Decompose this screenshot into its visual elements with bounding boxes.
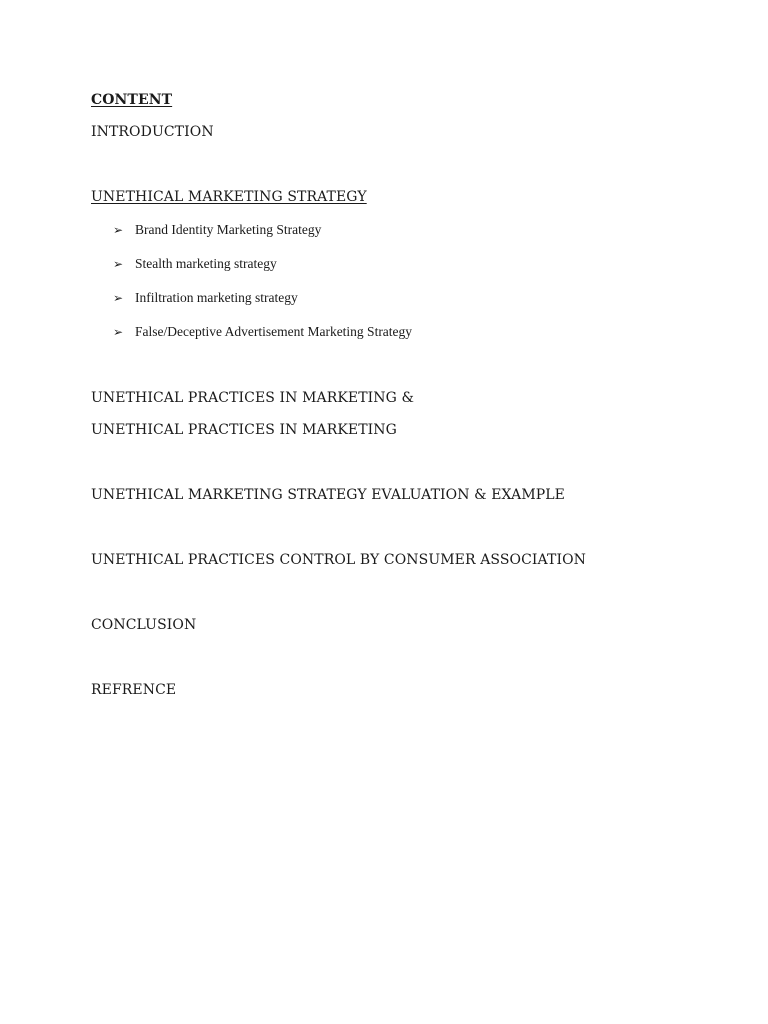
list-item-label: Brand Identity Marketing Strategy xyxy=(135,222,322,237)
toc-unethical-practices-line2: UNETHICAL PRACTICES IN MARKETING xyxy=(91,422,397,438)
list-item xyxy=(113,323,412,341)
arrow-bullet-icon: ➢ xyxy=(113,223,124,237)
toc-unethical-marketing-strategy: UNETHICAL MARKETING STRATEGY xyxy=(91,189,367,205)
toc-reference: REFRENCE xyxy=(91,682,177,698)
toc-evaluation-example: UNETHICAL MARKETING STRATEGY EVALUATION & EXAMPLE xyxy=(91,487,565,503)
list-item xyxy=(113,221,321,239)
arrow-bullet-icon: ➢ xyxy=(113,291,124,305)
arrow-bullet-icon: ➢ xyxy=(113,325,124,339)
toc-conclusion: CONCLUSION xyxy=(91,617,197,633)
list-item-label: False/Deceptive Advertisement Marketing Strategy xyxy=(135,324,413,339)
list-item xyxy=(113,289,298,307)
arrow-bullet-icon: ➢ xyxy=(113,257,124,271)
list-item-label: Stealth marketing strategy xyxy=(135,256,277,271)
content-heading: CONTENT xyxy=(91,92,173,108)
list-item-label: Infiltration marketing strategy xyxy=(135,290,298,305)
toc-unethical-practices-line1: UNETHICAL PRACTICES IN MARKETING & xyxy=(91,390,415,406)
list-item xyxy=(113,255,277,273)
toc-consumer-association-control: UNETHICAL PRACTICES CONTROL BY CONSUMER ASSOCIATION xyxy=(91,552,586,568)
toc-introduction: INTRODUCTION xyxy=(91,124,214,140)
